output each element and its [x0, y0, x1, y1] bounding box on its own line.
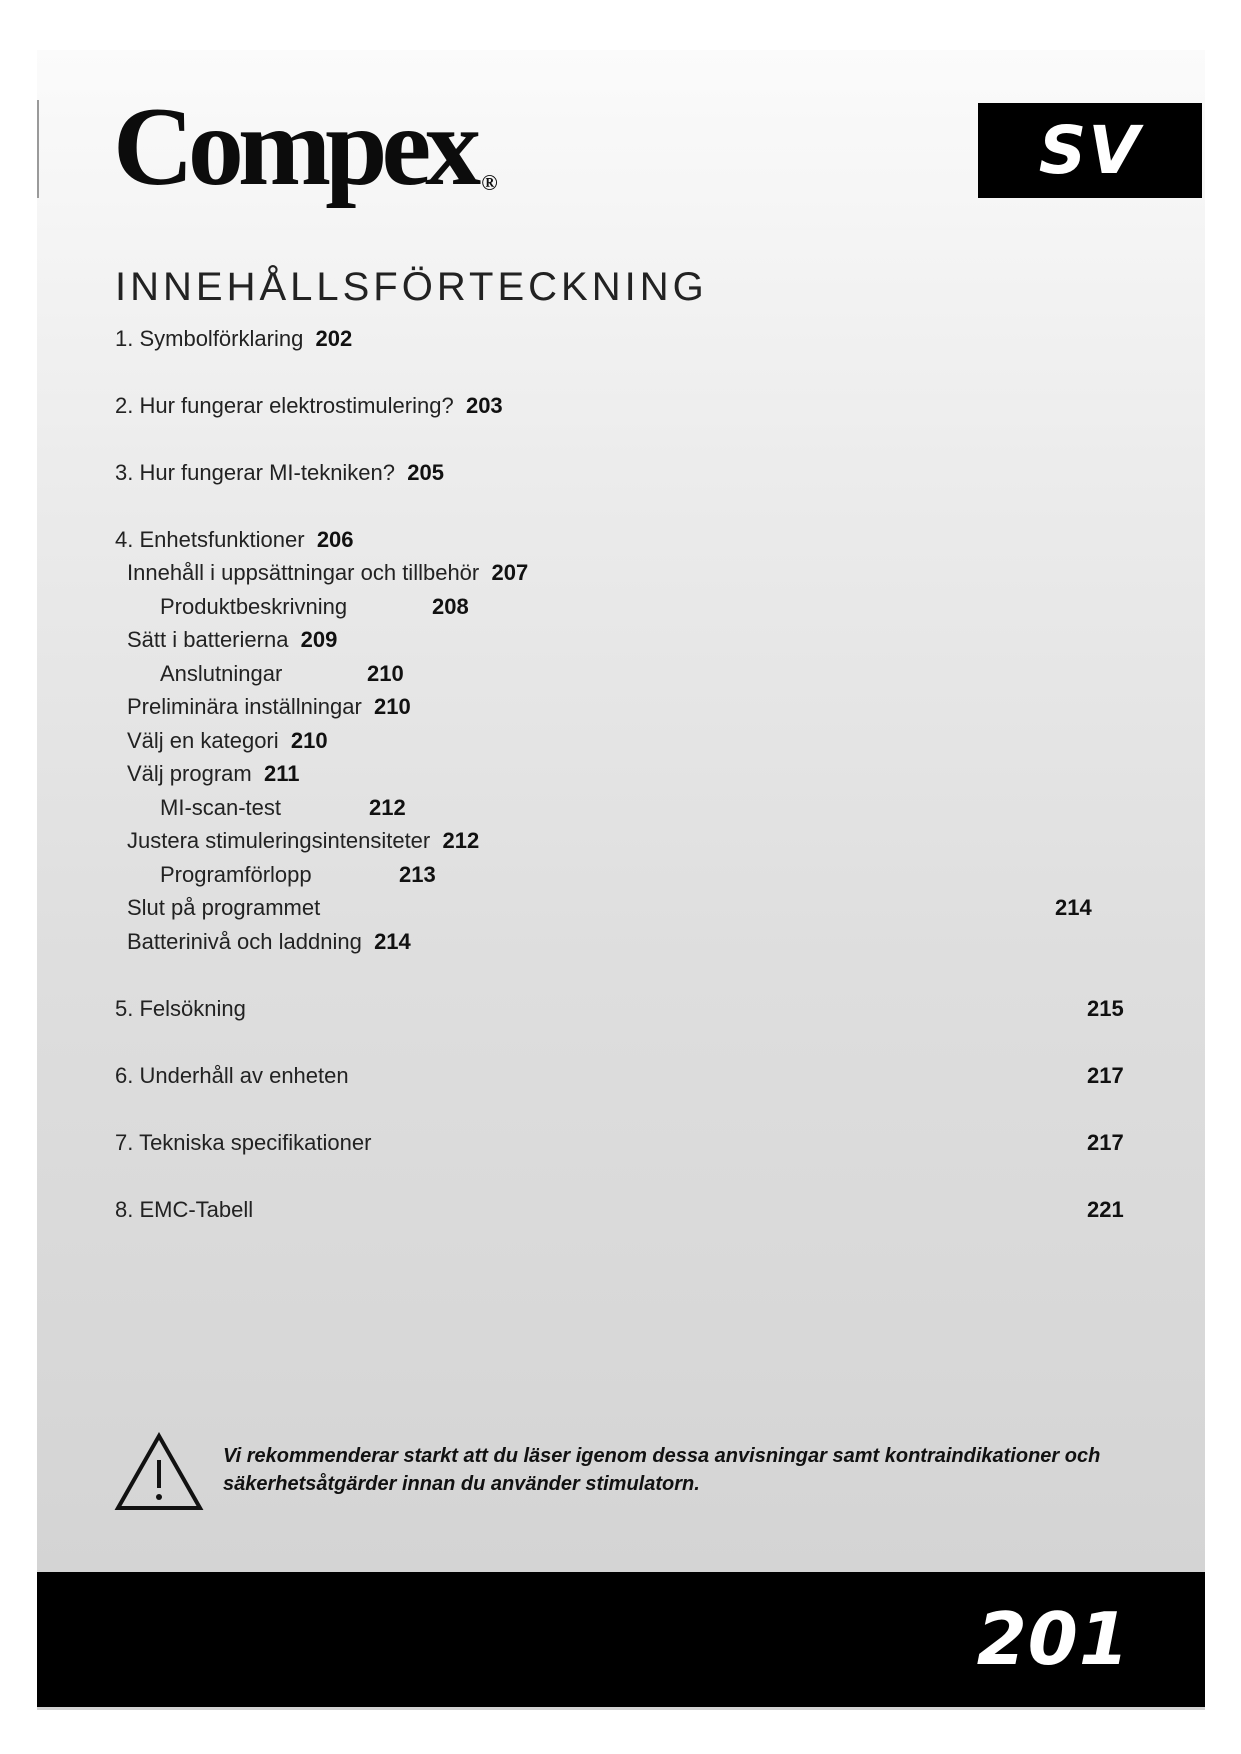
toc-label: 7. Tekniska specifikationer	[115, 1130, 372, 1155]
toc-page: 203	[465, 393, 503, 418]
toc-page: 221	[1087, 1197, 1124, 1222]
toc-entry[interactable]	[127, 626, 337, 654]
toc-label: Välj en kategori	[127, 728, 279, 753]
toc-label: Produktbeskrivning	[160, 594, 348, 619]
toc-label: Justera stimuleringsintensiteter	[127, 828, 431, 853]
toc-label: 3. Hur fungerar MI-tekniken?	[115, 460, 396, 485]
toc-entry[interactable]	[115, 1196, 1124, 1224]
toc-page: 210	[374, 694, 411, 719]
toc-entry[interactable]	[115, 995, 1124, 1023]
toc-entry[interactable]	[127, 894, 1092, 922]
toc-page: 210	[290, 728, 328, 753]
toc-entry[interactable]	[127, 760, 299, 788]
footer-bar	[37, 1572, 1205, 1707]
toc-entry[interactable]	[160, 593, 469, 621]
language-badge: SV	[978, 103, 1202, 198]
toc-entry[interactable]	[115, 325, 352, 353]
toc-page: 214	[1055, 895, 1092, 920]
toc-entry[interactable]	[127, 559, 528, 587]
toc-label: Programförlopp	[160, 862, 312, 887]
toc-entry[interactable]	[115, 1129, 1124, 1157]
toc-page: 207	[491, 560, 529, 585]
toc-entry[interactable]	[160, 660, 404, 688]
toc-label: Batterinivå och laddning	[127, 929, 362, 954]
toc-entry[interactable]	[127, 693, 411, 721]
toc-page: 212	[369, 795, 406, 820]
toc-page: 217	[1087, 1063, 1124, 1088]
toc-label: Preliminära inställningar	[127, 694, 362, 719]
toc-label: 4. Enhetsfunktioner	[115, 527, 305, 552]
toc-page: 206	[316, 527, 354, 552]
toc-label: Sätt i batterierna	[127, 627, 289, 652]
toc-label: Välj program	[127, 761, 252, 786]
toc-label: Slut på programmet	[127, 895, 321, 920]
safety-warning	[114, 1432, 1114, 1512]
toc-entry[interactable]	[115, 1062, 1124, 1090]
toc-entry[interactable]	[127, 928, 411, 956]
toc-label: 5. Felsökning	[115, 996, 246, 1021]
toc-label: 8. EMC-Tabell	[115, 1197, 254, 1222]
toc-page: 217	[1087, 1130, 1124, 1155]
toc-label: 2. Hur fungerar elektrostimulering?	[115, 393, 454, 418]
toc-page: 211	[263, 761, 300, 786]
warning-line-1: Vi rekommenderar starkt att du läser igenom dessa anvisningar samt kontraindikationer och	[223, 1445, 1101, 1467]
toc-page: 214	[374, 929, 411, 954]
toc-page: 210	[367, 661, 404, 686]
logo-text: Compex	[113, 85, 476, 209]
toc-label: 6. Underhåll av enheten	[115, 1063, 349, 1088]
toc-page: 202	[315, 326, 353, 351]
toc-label: MI-scan-test	[160, 795, 282, 820]
toc-entry[interactable]	[160, 861, 436, 889]
toc-entry[interactable]	[127, 827, 479, 855]
toc-entry[interactable]	[115, 526, 354, 554]
toc-page: 208	[432, 594, 469, 619]
page-number: 201	[976, 1597, 1130, 1681]
toc-entry[interactable]	[115, 459, 444, 487]
toc-entry[interactable]	[160, 794, 406, 822]
warning-text	[223, 1442, 1103, 1498]
toc-page: 209	[300, 627, 338, 652]
toc-label: Innehåll i uppsättningar och tillbehör	[127, 560, 480, 585]
toc-entry[interactable]	[115, 392, 503, 420]
registered-mark: ®	[481, 170, 498, 195]
toc-page: 215	[1087, 996, 1124, 1021]
toc-label: Anslutningar	[160, 661, 283, 686]
toc-page: 205	[407, 460, 444, 485]
toc-page: 212	[442, 828, 480, 853]
toc-label: 1. Symbolförklaring	[115, 326, 304, 351]
warning-line-2: säkerhetsåtgärder innan du använder stimulatorn.	[223, 1473, 700, 1495]
toc-entry[interactable]	[127, 727, 328, 755]
page-title: INNEHÅLLSFÖRTECKNING	[115, 264, 708, 309]
toc-page: 213	[399, 862, 436, 887]
warning-triangle-icon	[114, 1432, 204, 1512]
